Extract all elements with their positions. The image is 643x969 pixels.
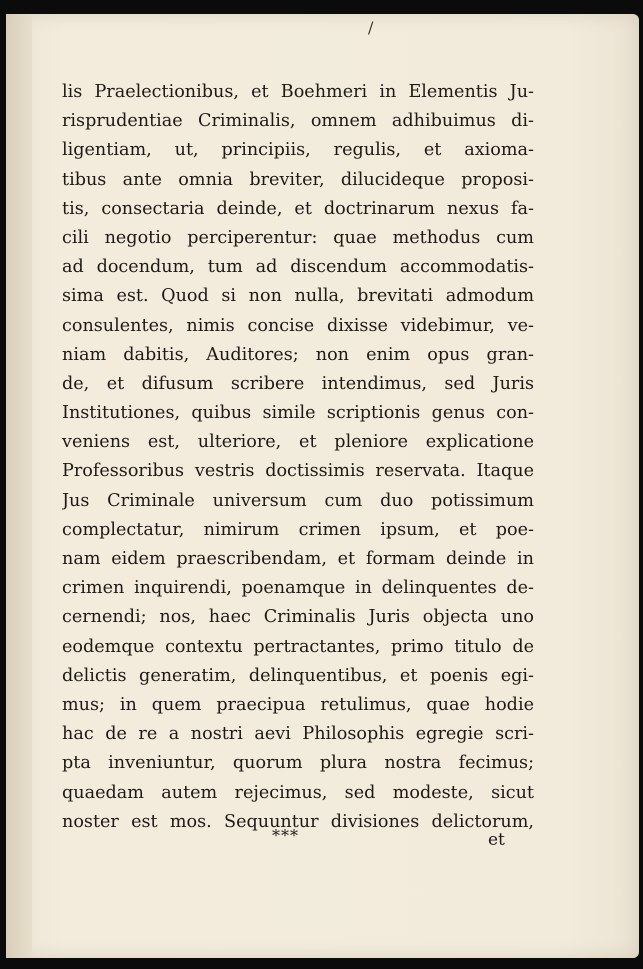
text-line-20: eodemque contextu pertractantes, primo titulo de [62,636,534,657]
text-line-16: complectatur, nimirum crimen ipsum, et poe- [62,519,534,540]
text-line-5: tis, consectaria deinde, et doctrinarum nexus fa- [62,198,534,219]
text-line-12: Institutiones, quibus simile scriptionis genus con- [62,403,534,424]
text-line-18: crimen inquirendi, poenamque in delinquentes de- [62,578,534,599]
text-line-17: nam eidem praescribendam, et formam deinde in [62,549,534,569]
text-line-7: ad docendum, tum ad discendum accommodatis- [62,257,534,278]
text-line-11: de, et difusum scribere intendimus, sed Juris [62,373,534,394]
text-line-6: cili negotio perciperentur: quae methodus cum [62,227,534,248]
text-line-13: veniens est, ulteriore, et pleniore explicatione [62,432,534,453]
text-line-15: Jus Criminale universum cum duo potissimum [62,490,534,511]
top-mark: / [368,18,374,37]
page-gutter [6,14,32,958]
text-line-3: ligentiam, ut, principiis, regulis, et axioma- [62,140,534,161]
text-line-22: mus; in quem praecipua retulimus, quae hodie [62,694,534,715]
text-line-2: risprudentiae Criminalis, omnem adhibuimus di- [62,111,534,132]
text-line-9: consulentes, nimis concise dixisse videbimur, ve- [62,315,534,336]
text-line-1: lis Praelectionibus, et Boehmeri in Elementis Ju- [62,82,534,102]
text-line-21: delictis generatim, delinquentibus, et poenis egi- [62,665,534,686]
text-line-25: quaedam autem rejecimus, sed modeste, sicut [62,782,534,803]
text-line-8: sima est. Quod si non nulla, brevitati admodum [62,286,534,307]
text-line-4: tibus ante omnia breviter, dilucideque proposi- [62,169,534,190]
body-text [62,78,534,837]
text-line-26: noster est mos. Sequuntur divisiones delictorum, [62,811,534,832]
text-line-24: pta inveniuntur, quorum plura nostra fecimus; [62,753,534,774]
text-line-19: cernendi; nos, haec Criminalis Juris objecta uno [62,607,534,628]
text-line-23: hac de re a nostri aevi Philosophis egregie scri- [62,724,534,745]
catchword: et [488,830,505,850]
signature-mark: *** [272,826,299,845]
text-line-14: Professoribus vestris doctissimis reservata. Itaque [62,461,534,482]
text-line-10: niam dabitis, Auditores; non enim opus gran- [62,344,534,365]
